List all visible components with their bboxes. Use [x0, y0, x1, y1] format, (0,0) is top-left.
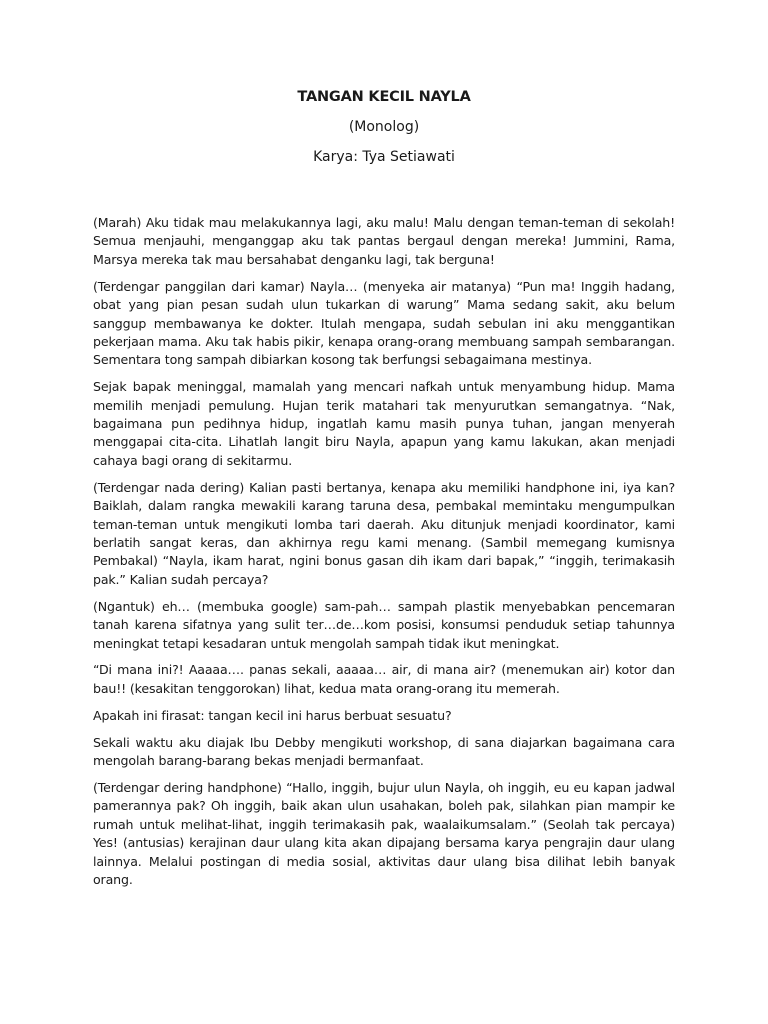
paragraph-5: (Ngantuk) eh… (membuka google) sam-pah… sampah plastik menyebabkan pencemaran tanah karena sifatnya yang sulit ter…de…kom posisi, konsumsi penduduk setiap tahunnya meningkat tetapi kesadaran untuk mengolah sampah tidak ikut meningkat.	[93, 598, 675, 651]
document-body	[93, 214, 675, 889]
paragraph-3: Sejak bapak meninggal, mamalah yang mencari nafkah untuk menyambung hidup. Mama memilih menjadi pemulung. Hujan terik matahari tak menyurutkan semangatnya. “Nak, bagaimana pun pedihnya hidup, ingatlah kamu masih punya tuhan, jangan menyerah menggapai cita-cita. Lihatlah langit biru Nayla, apapun yang kamu lakukan, akan menjadi cahaya bagi orang di sekitarmu.	[93, 379, 675, 468]
document-author: Karya: Tya Setiawati	[313, 149, 455, 165]
paragraph-9: (Terdengar dering handphone) “Hallo, inggih, bujur ulun Nayla, oh inggih, eu eu kapan jadwal pamerannya pak? Oh inggih, baik akan ulun usahakan, boleh pak, silahkan pian mampir ke rumah untuk melihat-lihat, inggih terimakasih pak, waalaikumsalam.” (Seolah tak percaya) Yes! (antusias) kerajinan daur ulang kita akan dipajang bersama karya pengrajin daur ulang lainnya. Melalui postingan di media sosial, aktivitas daur ulang bisa dilihat lebih banyak orang.	[93, 779, 675, 887]
paragraph-8: Sekali waktu aku diajak Ibu Debby mengikuti workshop, di sana diajarkan bagaimana cara mengolah barang-barang bekas menjadi bermanfaat.	[93, 734, 675, 769]
document-page	[93, 88, 675, 898]
paragraph-6: “Di mana ini?! Aaaaa…. panas sekali, aaaaa… air, di mana air? (menemukan air) kotor dan bau!! (kesakitan tenggorokan) lihat, kedua mata orang-orang itu memerah.	[93, 662, 675, 696]
document-heading	[93, 88, 675, 166]
document-subtitle: (Monolog)	[348, 119, 420, 135]
paragraph-7: Apakah ini firasat: tangan kecil ini harus berbuat sesuatu?	[93, 707, 452, 723]
paragraph-2: (Terdengar panggilan dari kamar) Nayla… (menyeka air matanya) “Pun ma! Inggih hadang, obat yang pian pesan sudah ulun tukarkan di warung” Mama sedang sakit, aku belum sanggup membawanya ke dokter. Itulah mengapa, sudah sebulan ini aku menggantikan pekerjaan mama. Aku tak habis pikir, kenapa orang-orang membuang sampah sembarangan. Sementara tong sampah dibiarkan kosong tak berfungsi sebagaimana mestinya.	[93, 278, 675, 368]
document-title: TANGAN KECIL NAYLA	[297, 89, 471, 105]
paragraph-1: (Marah) Aku tidak mau melakukannya lagi, aku malu! Malu dengan teman-teman di sekolah! Semua menjauhi, menganggap aku tak pantas bergaul dengan mereka! Jummini, Rama, Marsya mereka tak mau bersahabat denganku lagi, tak berguna!	[93, 215, 675, 267]
paragraph-4: (Terdengar nada dering) Kalian pasti bertanya, kenapa aku memiliki handphone ini, iya kan? Baiklah, dalam rangka mewakili karang taruna desa, pembakal memintaku mengumpulkan teman-teman untuk mengikuti lomba tari daerah. Aku ditunjuk menjadi koordinator, kami berlatih sangat keras, dan akhirnya regu kami menang. (Sambil memegang kumisnya Pembakal) “Nayla, ikam harat, ngini bonus gasan dih ikam dari bapak,” “inggih, terimakasih pak.” Kalian sudah percaya?	[93, 479, 675, 587]
